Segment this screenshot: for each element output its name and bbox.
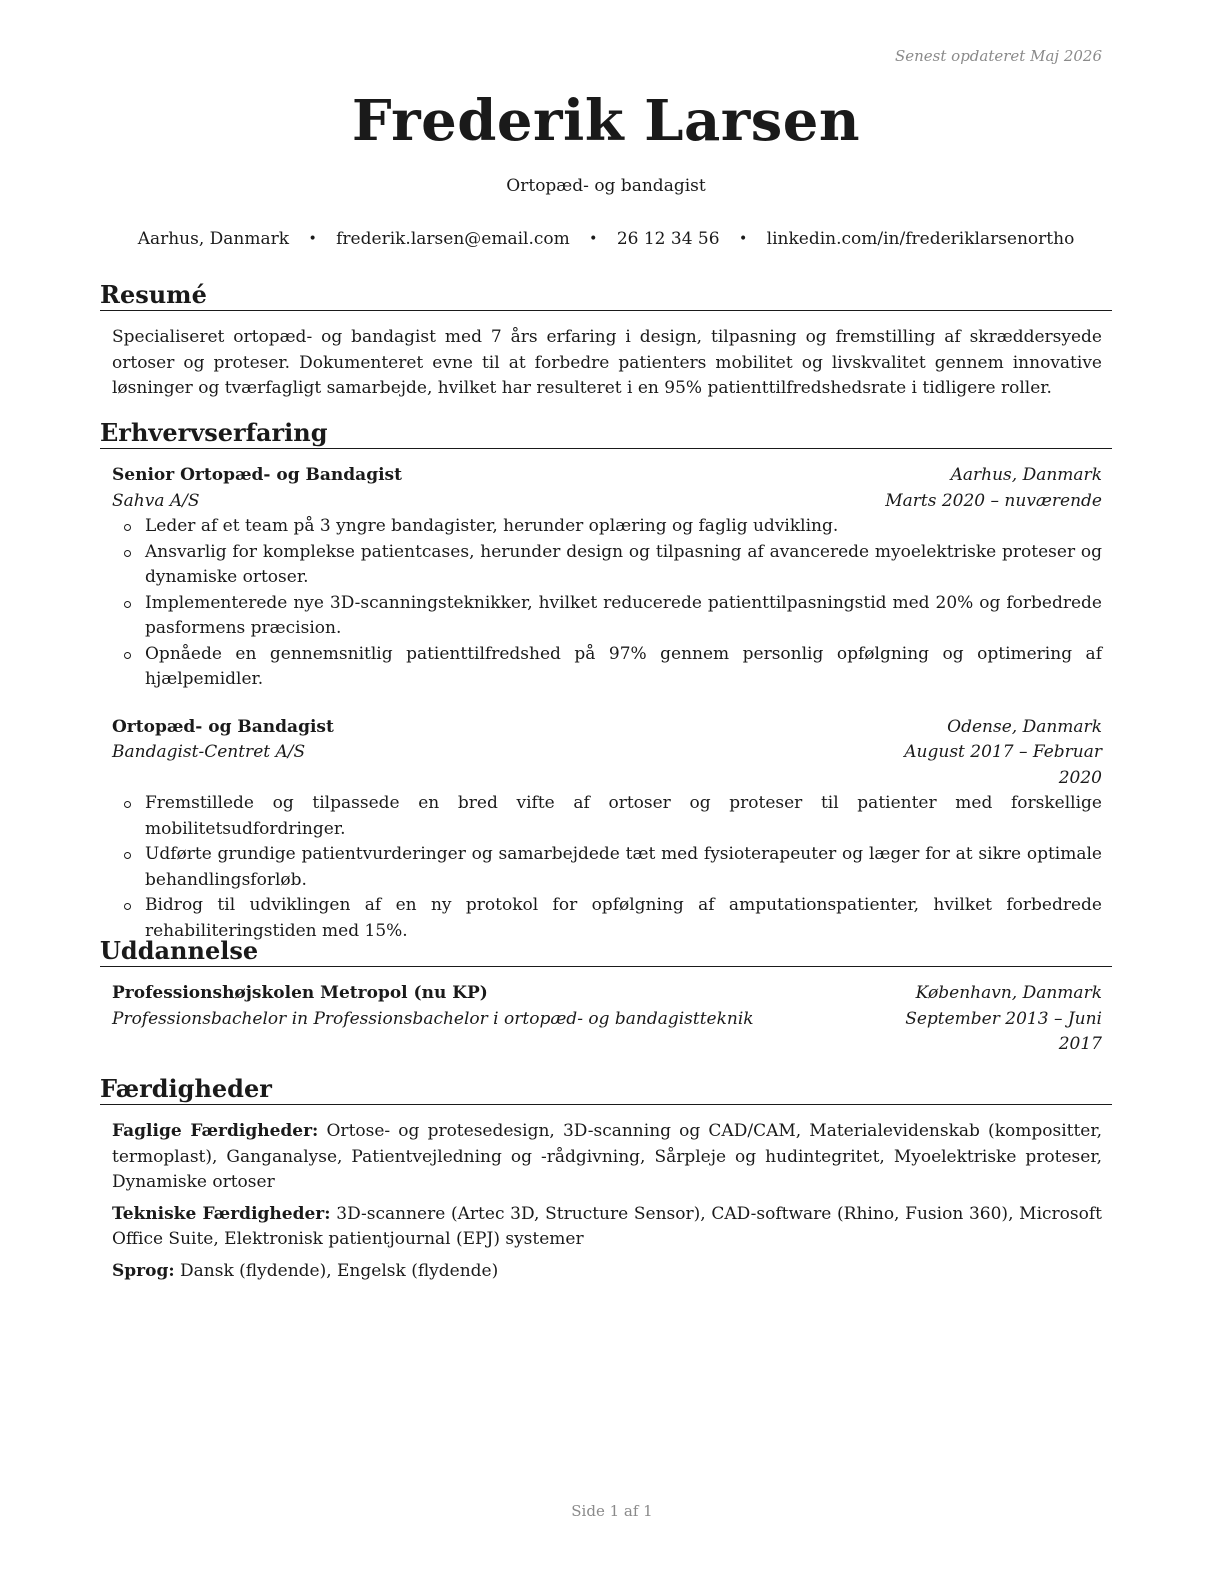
job-location: Aarhus, Danmark: [950, 465, 1102, 485]
experience-section: [100, 418, 1112, 944]
education-dates-line2: 2017: [1058, 1034, 1102, 1054]
list-item: Fremstillede og tilpassede en bred vifte af ortoser og proteser til patienter med forskellige mobilitetsudfordringer.: [145, 791, 1102, 842]
contact-email[interactable]: frederik.larsen@email.com: [336, 229, 570, 249]
skill-label: Sprog:: [112, 1260, 175, 1281]
section-heading: Erhvervserfaring: [100, 418, 1112, 449]
job-dates: [904, 740, 1102, 791]
list-item: Bidrog til udviklingen af en ny protokol for opfølgning af amputationspatienter, hvilket forbedrede rehabiliteringstiden med 15%.: [145, 893, 1102, 944]
skill-label: Tekniske Færdigheder:: [112, 1203, 331, 1224]
section-heading: Færdigheder: [100, 1074, 1112, 1105]
list-item: Ansvarlig for komplekse patientcases, herunder design og tilpasning af avancerede myoelektriske proteser og dynamiske ortoser.: [145, 540, 1102, 591]
last-updated-note: Senest opdateret Maj 2026: [894, 47, 1102, 65]
degree-name: Professionsbachelor in Professionsbachelor i ortopæd- og bandagistteknik: [112, 1008, 754, 1029]
separator-dot: •: [589, 231, 598, 247]
skill-row: [112, 1259, 1102, 1285]
section-heading: Resumé: [100, 280, 1112, 311]
job-company: Bandagist-Centret A/S: [112, 742, 306, 762]
job-bullets: [112, 791, 1102, 944]
list-item: Leder af et team på 3 yngre bandagister, herunder oplæring og faglig udvikling.: [145, 514, 1102, 540]
separator-dot: •: [308, 231, 317, 247]
education-section: [100, 936, 1112, 1058]
skill-row: [112, 1119, 1102, 1196]
skill-label: Faglige Færdigheder:: [112, 1121, 319, 1141]
contact-phone[interactable]: 26 12 34 56: [616, 229, 720, 249]
candidate-title: Ortopæd- og bandagist: [506, 176, 706, 196]
job-company: Sahva A/S: [112, 490, 200, 511]
skill-value: Ortose- og protesedesign, 3D-scanning og CAD/CAM, Materialevidenskab (kompositter, termoplast), Ganganalyse, Patientvejledning og -rådgivning, Sårpleje og hudintegritet, Myoelektriske proteser, Dynamiske ortoser: [112, 1121, 1103, 1192]
separator-dot: •: [738, 231, 748, 247]
job-entry: [100, 463, 1112, 693]
skills-section: [100, 1074, 1112, 1290]
education-dates-line1: September 2013 – Juni: [905, 1008, 1102, 1029]
job-dates-line2: 2020: [1058, 767, 1102, 788]
job-role: Ortopæd- og Bandagist: [112, 716, 334, 737]
skill-value: 3D-scannere (Artec 3D, Structure Sensor), CAD-software (Rhino, Fusion 360), Microsoft Office Suite, Elektronisk patientjournal (EPJ) systemer: [112, 1203, 1102, 1249]
summary-text: Specialiseret ortopæd- og bandagist med 7 års erfaring i design, tilpasning og fremstilling af skræddersyede ortoser og proteser. Dokumenteret evne til at forbedre patienters mobilitet og livskvalitet gennem innovative løsninger og tværfagligt samarbejde, hvilket har resulteret i en 95% patienttilfredshedsrate i tidligere roller.: [112, 327, 1102, 398]
page-number: Side 1 af 1: [571, 1502, 653, 1520]
section-heading: Uddannelse: [100, 936, 1112, 967]
skills-list: [100, 1119, 1112, 1284]
list-item: Implementerede nye 3D-scanningsteknikker, hvilket reducerede patienttilpasningstid med 20% og forbedrede pasformens præcision.: [145, 591, 1102, 642]
skill-value: Dansk (flydende), Engelsk (flydende): [180, 1260, 499, 1281]
job-dates: Marts 2020 – nuværende: [885, 490, 1102, 511]
contact-linkedin[interactable]: linkedin.com/in/frederiklarsenortho: [766, 229, 1075, 249]
job-bullets: [112, 514, 1102, 693]
skill-row: [112, 1202, 1102, 1253]
job-entry: [100, 715, 1112, 945]
job-location: Odense, Danmark: [947, 716, 1102, 737]
list-item: Opnåede en gennemsnitlig patienttilfredshed på 97% gennem personlig opfølgning og optimering af hjælpemidler.: [145, 642, 1102, 693]
list-item: Udførte grundige patientvurderinger og samarbejdede tæt med fysioterapeuter og læger for at sikre optimale behandlingsforløb.: [145, 842, 1102, 893]
education-dates: [905, 1007, 1102, 1058]
summary-section: [100, 280, 1112, 402]
job-dates-line1: August 2017 – Februar: [904, 742, 1102, 762]
job-role: Senior Ortopæd- og Bandagist: [112, 465, 402, 485]
contact-location: Aarhus, Danmark: [137, 229, 290, 249]
candidate-name: Frederik Larsen: [351, 88, 861, 154]
school-location: København, Danmark: [915, 983, 1102, 1003]
contact-line: [100, 229, 1112, 249]
education-entry: [100, 981, 1112, 1058]
school-name: Professionshøjskolen Metropol (nu KP): [112, 983, 488, 1003]
